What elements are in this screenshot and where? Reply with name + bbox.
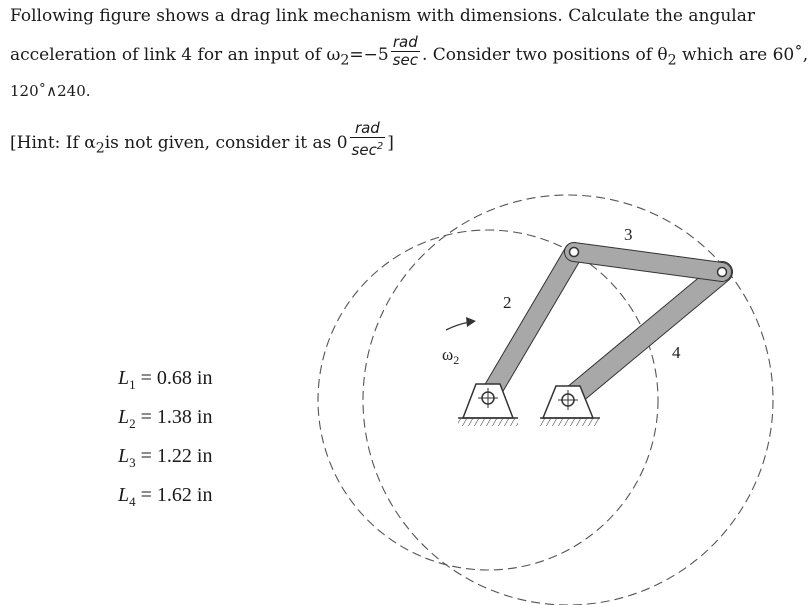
link-4-label: 4 bbox=[672, 343, 681, 362]
length-l3: $L_3 = 1.22$ in bbox=[118, 445, 213, 470]
ground-pivot-link2 bbox=[458, 384, 518, 426]
joint-a-pin bbox=[570, 248, 579, 257]
link-2-label: 2 bbox=[503, 293, 512, 312]
length-l1: $L_1 = 0.68$ in bbox=[118, 367, 213, 392]
problem-line-1: Following figure shows a drag link mechanism with dimensions. Calculate the angular bbox=[10, 6, 755, 26]
length-l2: $L_2 = 1.38$ in bbox=[118, 406, 213, 431]
joint-b-pin bbox=[718, 268, 727, 277]
omega2-arrow bbox=[446, 317, 476, 330]
omega2-label: $\omega_2$ bbox=[442, 345, 460, 367]
length-l4: $L_4 = 1.62$ in bbox=[118, 484, 213, 509]
hint-line: [Hint: If $\alpha_2is$ not given, consider it as 0 $\frac{\text{rad}}{\sec^2}$ ] bbox=[10, 119, 394, 159]
problem-line-2: acceleration of link 4 for an input of $\omega_2=-5$ $\frac{\text{rad}}{\sec}$ . Consider two positions of $\theta_2$ which are 60˚, bbox=[10, 33, 808, 69]
omega-fraction: $\frac{\text{rad}}{\sec}$ bbox=[392, 33, 418, 69]
link-3-label: 3 bbox=[624, 225, 633, 244]
problem-line-3: 120˚∧240. bbox=[10, 82, 91, 100]
alpha-fraction: $\frac{\text{rad}}{\sec^2}$ bbox=[351, 119, 384, 159]
